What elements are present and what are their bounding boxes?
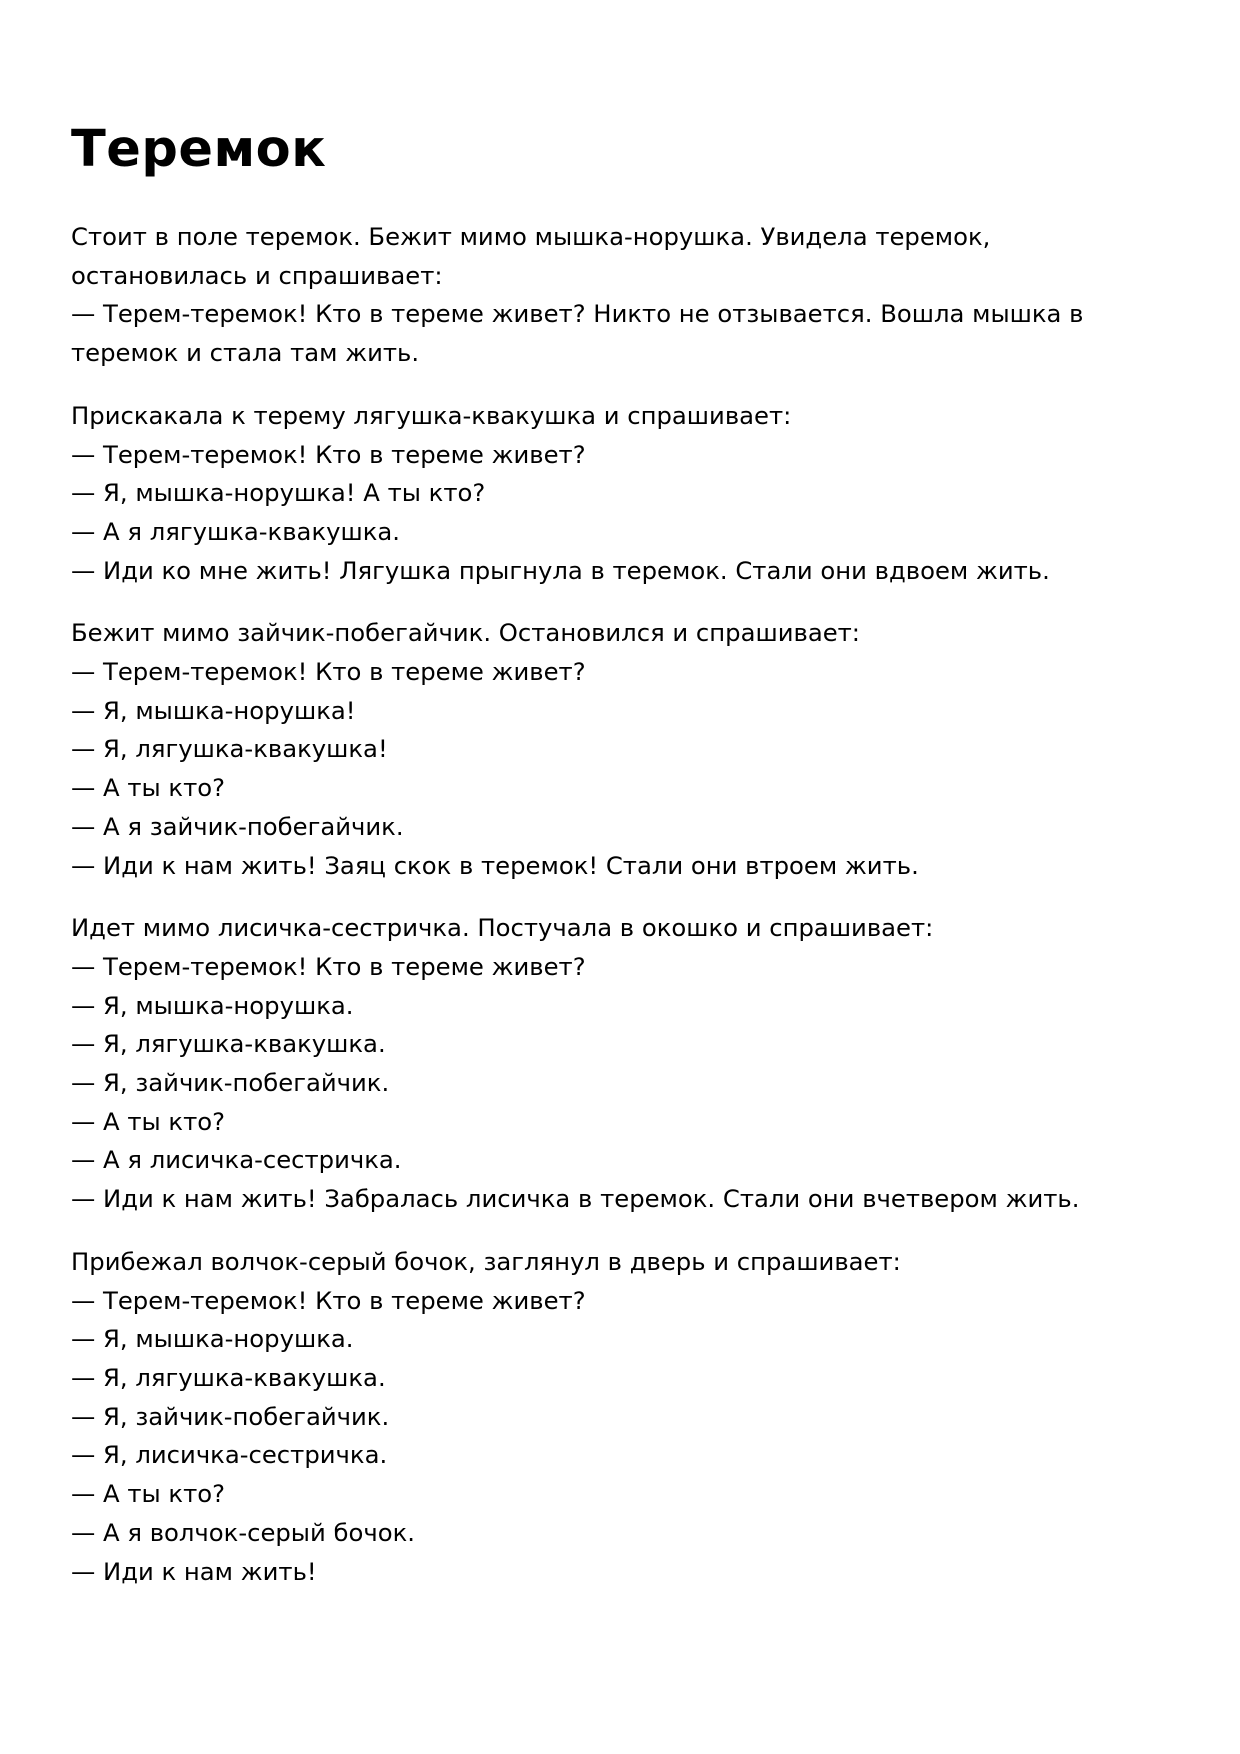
text-line: — Я, лисичка-сестричка. <box>71 1440 388 1470</box>
text-line: — А ты кто? <box>71 1479 226 1509</box>
text-line: — А я лягушка-квакушка. <box>71 516 401 546</box>
document-title: Теремок <box>71 120 327 179</box>
text-line: — Иди к нам жить! Забралась лисичка в теремок. Стали они вчетвером жить. <box>71 1184 1080 1214</box>
text-line: — А я волчок-серый бочок. <box>71 1517 415 1547</box>
text-line: — Я, зайчик-побегайчик. <box>71 1401 390 1431</box>
text-line: Бежит мимо зайчик-побегайчик. Остановился и спрашивает: <box>71 618 860 648</box>
text-line: — Терем-теремок! Кто в тереме живет? <box>71 951 586 981</box>
paragraph <box>71 614 1171 885</box>
text-line: — Я, зайчик-побегайчик. <box>71 1068 390 1098</box>
text-line: — Я, лягушка-квакушка. <box>71 1362 386 1392</box>
text-line: — А я зайчик-побегайчик. <box>71 811 404 841</box>
text-line: — Я, мышка-норушка. <box>71 990 354 1020</box>
text-line: Стоит в поле теремок. Бежит мимо мышка-норушка. Увидела теремок, <box>71 222 991 251</box>
text-line: Прибежал волчок-серый бочок, заглянул в дверь и спрашивает: <box>71 1246 901 1276</box>
text-line: — Я, лягушка-квакушка. <box>71 1029 386 1059</box>
paragraph <box>71 397 1171 591</box>
text-line: — А я лисичка-сестричка. <box>71 1145 402 1175</box>
text-line: теремок и стала там жить. <box>71 338 420 368</box>
text-line: — Я, лягушка-квакушка! <box>71 734 388 764</box>
text-line: — А ты кто? <box>71 773 226 803</box>
text-line: — Иди ко мне жить! Лягушка прыгнула в теремок. Стали они вдвоем жить. <box>71 555 1050 585</box>
text-line: — Терем-теремок! Кто в тереме живет? <box>71 657 586 687</box>
text-line: — Терем-теремок! Кто в тереме живет? Никто не отзывается. Вошла мышка в <box>71 299 1084 329</box>
paragraph <box>71 1243 1171 1591</box>
text-line: — Иди к нам жить! <box>71 1556 317 1586</box>
paragraph <box>71 218 1171 373</box>
text-line: — А ты кто? <box>71 1106 226 1136</box>
text-line: — Терем-теремок! Кто в тереме живет? <box>71 439 586 469</box>
text-line: — Терем-теремок! Кто в тереме живет? <box>71 1285 586 1315</box>
paragraph <box>71 909 1171 1219</box>
document-body <box>71 218 1171 1615</box>
text-line: — Я, мышка-норушка. <box>71 1324 354 1354</box>
text-line: — Я, мышка-норушка! А ты кто? <box>71 478 486 508</box>
text-line: Прискакала к терему лягушка-квакушка и спрашивает: <box>71 400 792 430</box>
text-line: остановилась и спрашивает: <box>71 260 443 290</box>
text-line: Идет мимо лисичка-сестричка. Постучала в окошко и спрашивает: <box>71 913 934 943</box>
text-line: — Я, мышка-норушка! <box>71 695 356 725</box>
text-line: — Иди к нам жить! Заяц скок в теремок! Стали они втроем жить. <box>71 850 919 880</box>
